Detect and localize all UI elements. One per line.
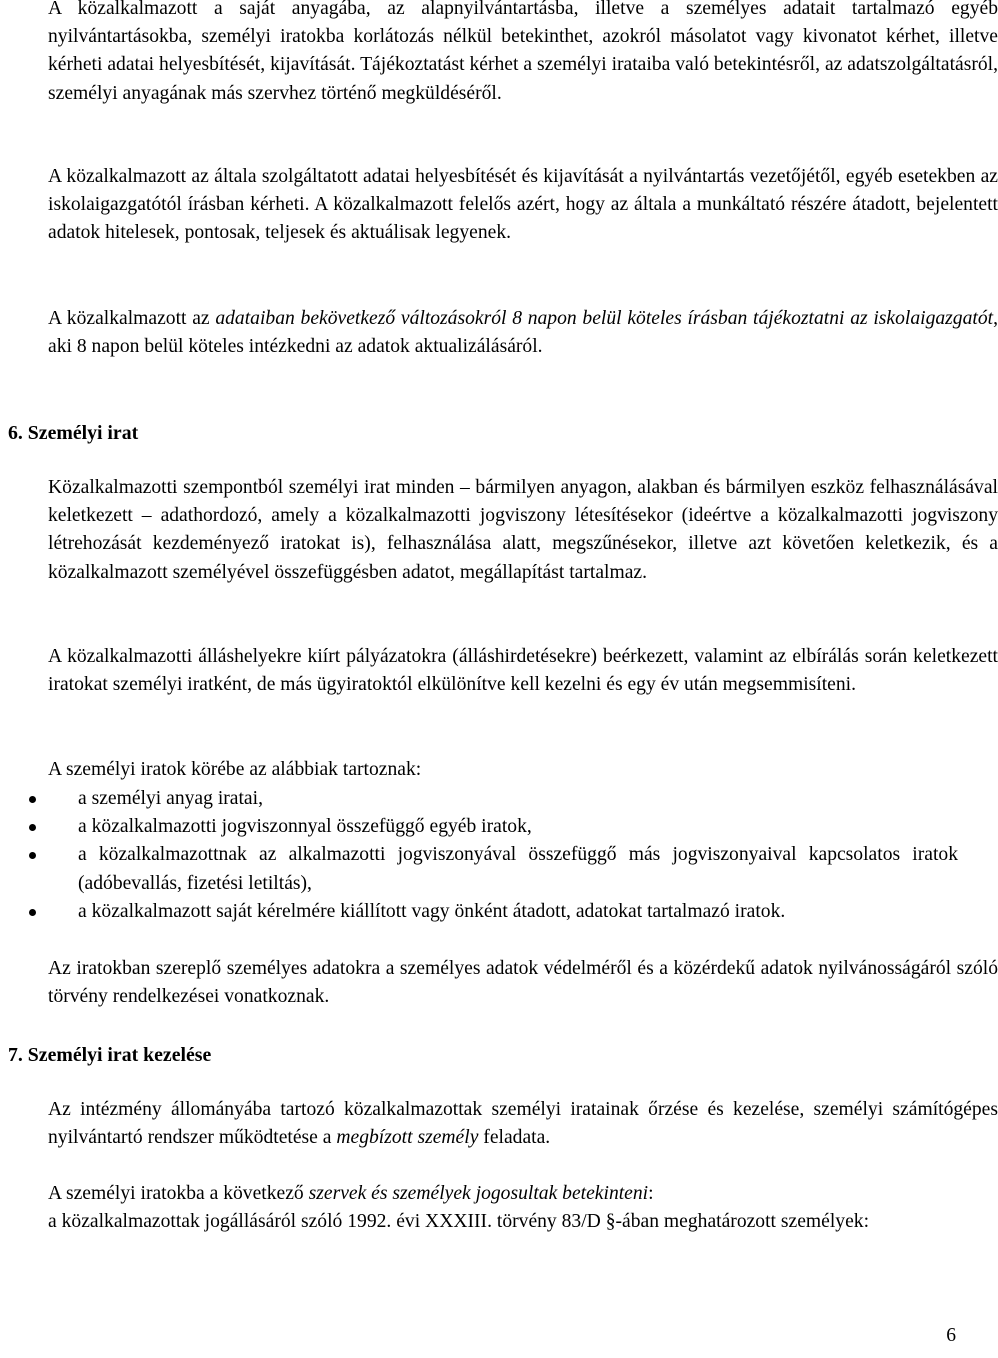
paragraph-7-2	[8, 1180, 998, 1236]
paragraph-6-1	[8, 474, 998, 587]
list-item-text: a közalkalmazottnak az alkalmazotti jogviszonyával összefüggő más jogviszonyaival kapcsolatos iratok (adóbevallás, fizetési letiltás),	[78, 844, 958, 894]
paragraph-italic-text: szervek és személyek jogosultak betekinteni	[308, 1183, 649, 1204]
paragraph-5-2	[8, 163, 998, 248]
paragraph-5-3	[8, 305, 998, 361]
list-item	[8, 898, 958, 926]
paragraph-text: Az intézmény állományába tartozó közalkalmazottak személyi iratainak őrzése és kezelése, személyi számítógépes nyilvántartó rendszer működtetése a	[48, 1099, 998, 1149]
list-item-text: a közalkalmazott saját kérelmére kiállított vagy önként átadott, adatokat tartalmazó iratok.	[78, 900, 786, 922]
list-item	[8, 813, 958, 841]
list-item-text: a közalkalmazotti jogviszonnyal összefüggő egyéb iratok,	[78, 816, 532, 838]
paragraph-italic-text: adataiban bekövetkező változásokról 8 napon belül köteles írásban tájékoztatni az iskolaigazgatót	[215, 308, 994, 329]
paragraph-number	[8, 0, 48, 23]
paragraph-6-2	[8, 643, 998, 699]
paragraph-number	[8, 955, 48, 983]
paragraph-number	[8, 756, 48, 784]
paragraph-number	[8, 643, 48, 671]
list-item	[8, 841, 958, 897]
section-heading-7: 7. Személyi irat kezelése	[8, 1044, 212, 1066]
paragraph-text-end: , aki 8 napon belül köteles intézkedni az adatok aktualizálásáról.	[48, 308, 998, 358]
paragraph-5-1	[8, 0, 998, 108]
paragraph-number	[8, 1180, 48, 1208]
list-item-text: a személyi anyag iratai,	[78, 788, 263, 809]
paragraph-text: Közalkalmazotti szempontból személyi irat minden – bármilyen anyagon, alakban és bármilyen eszköz felhasználásával keletkezett – adathordozó, amely a közalkalmazotti jogviszony létesítésekor (ideértve a közalkalmazotti jogviszony létrehozását kezdeményező iratokat is), felhasználása alatt, megszűnésekor, illetve azt követően keletkezik, és a közalkalmazott személyével összefüggésben adatot, megállapítást tartalmaz.	[48, 477, 998, 583]
paragraph-number	[8, 1096, 48, 1124]
paragraph-text-end: :	[648, 1183, 654, 1204]
bullet-icon	[29, 909, 36, 916]
paragraph-number	[8, 474, 48, 502]
paragraph-text-end: feladata.	[478, 1127, 551, 1149]
paragraph-text: A közalkalmazott a saját anyagába, az alapnyilvántartásba, illetve a személyes adatait tartalmazó egyéb nyilvántartásokba, személyi iratokba korlátozás nélkül betekinthet, azokról másolatot vagy kivonatot kérhet, illetve kérheti adatai helyesbítését, kijavítását. Tájékoztatást kérhet a személyi irataiba való betekintésről, az adatszolgáltatásról, személyi anyagának más szervhez történő megküldéséről.	[48, 0, 998, 104]
bullet-icon	[29, 796, 36, 803]
paragraph-6-4	[8, 955, 998, 1011]
paragraph-text: Az iratokban szereplő személyes adatokra a személyes adatok védelméről és a közérdekű adatok nyilvánosságáról szóló törvény rendelkezései vonatkoznak.	[48, 958, 998, 1008]
paragraph-italic-text: megbízott személy	[336, 1127, 479, 1149]
paragraph-number	[8, 163, 48, 191]
paragraph-7-1	[8, 1096, 998, 1152]
paragraph-text: A közalkalmazott az általa szolgáltatott adatai helyesbítését és kijavítását a nyilvántartás vezetőjétől, egyéb esetekben az iskolaigazgatótól írásban kérheti. A közalkalmazott felelős azért, hogy az általa a munkáltató részére átadott, bejelentett adatok hitelesek, pontosak, teljesek és aktuálisak legyenek.	[48, 166, 998, 244]
paragraph-number	[8, 305, 48, 333]
section-heading-6: 6. Személyi irat	[8, 422, 139, 444]
paragraph-text: A közalkalmazott az	[48, 308, 216, 329]
paragraph-text: A személyi iratokba a következő	[48, 1183, 309, 1204]
bullet-list	[8, 785, 958, 926]
list-item	[8, 785, 958, 813]
paragraph-text-line2: a közalkalmazottak jogállásáról szóló 1992. évi XXXIII. törvény 83/D §-ában meghatározott személyek:	[48, 1211, 870, 1233]
bullet-icon	[29, 824, 36, 831]
bullet-icon	[29, 852, 36, 859]
paragraph-text: A személyi iratok körébe az alábbiak tartoznak:	[48, 759, 422, 780]
paragraph-6-3	[8, 756, 998, 784]
page-number: 6	[946, 1325, 956, 1346]
paragraph-text: A közalkalmazotti álláshelyekre kiírt pályázatokra (álláshirdetésekre) beérkezett, valamint az elbírálás során keletkezett iratokat személyi iratként, de más ügyiratoktól elkülönítve kell kezelni és egy év után megsemmisíteni.	[48, 646, 998, 696]
